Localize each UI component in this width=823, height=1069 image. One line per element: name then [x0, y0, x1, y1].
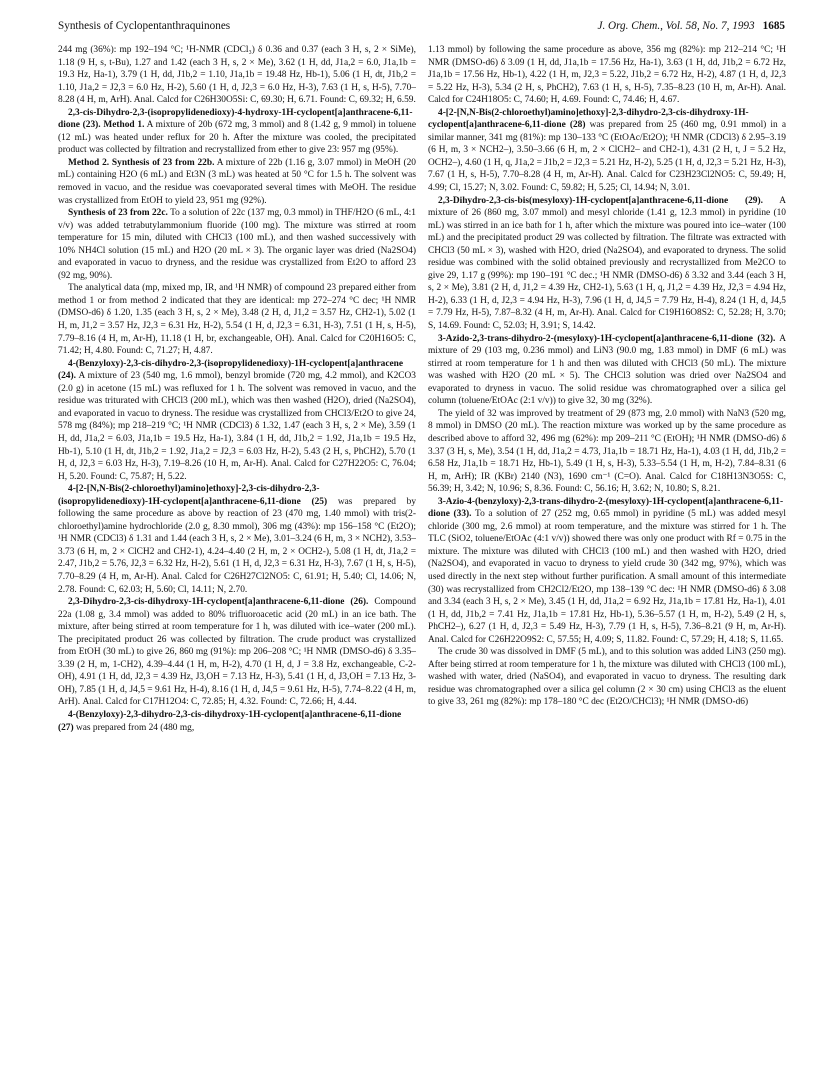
- paragraph: 2,3-cis-Dihydro-2,3-(isopropylidenedioxy)-4-hydroxy-1H-cyclopent[a]anthracene-6,11-dione (23). Method 1. A mixture of 20b (672 mg, 3 mmol) and 8 (1.42 g, 9 mmol) in toluene (12 mL) was heated under reflux for 20 h. After the mixture was cooled, the precipitated product was collected by filtration and recrystallized from ether to give 23: 957 mg (95%).: [58, 107, 416, 156]
- paragraph: 4-(Benzyloxy)-2,3-dihydro-2,3-cis-dihydroxy-1H-cyclopent[a]anthracene-6,11-dione (27) was prepared from 24 (480 mg,: [58, 709, 402, 733]
- paragraph: Method 2. Synthesis of 23 from 22b. A mixture of 22b (1.16 g, 3.07 mmol) in MeOH (20 mL) containing H2O (6 mL) and Et3N (3 mL) was heated at 50 °C for 1.5 h. The solvent was removed in vacuo, and the residue was coevaporated several times with MeOH. The residue was crystallized from EtOH to yield 23, 951 mg (92%).: [58, 157, 416, 206]
- running-header: [58, 20, 785, 38]
- paragraph: 3-Azio-4-(benzyloxy)-2,3-trans-dihydro-2-(mesyloxy)-1H-cyclopent[a]anthracene-6,11-dione (33). To a solution of 27 (252 mg, 0.65 mmol) in pyridine (5 mL) was added mesyl chloride (300 mg, 2.6 mmol) at room temperature, and the mixture was stirred for 1 h. The TLC (SiO2, toluene/EtOAc (4:1 v/v)) showed there was only one product with Rf = 0.75 in the mixture. The mixture was diluted with CHCl3 (100 mL) and then washed with H2O, dried (Na2SO4), and evaporated in vacuo to dryness to yield crude 30 (342 mg, 97%), which was used directly in the next step without further purification. A small amount of this intermediate (30) was recrystallized from CH2Cl2/Et2O, mp 138–139 °C dec: ¹H NMR (DMSO-d6) δ 3.08 and 3.34 (each 3 H, s, 2 × Me), 3.45 (1 H, dd, J1a,2 = 6.92 Hz, J1a,1b = 17.81 Hz, Ha-1), 4.01 (1 H, dd, J1b,2 = 7.41 Hz, J1a,1b = 17.81 Hz, Hb-1), 5.36–5.57 (1 H, m, H-2), 5.49 (2 H, s, PhCH2–), 6.27 (1 H, d, J2,3 = 5.49 Hz, H-3), 7.79 (1 H, s, H-5), 7.36–8.21 (9 H, m, Ar-H). Anal. Calcd for C26H22O9S2: C, 57.55; H, 4.09; S, 11.82. Found: C, 57.29; H, 4.18; S, 11.65.: [428, 496, 786, 645]
- paragraph: 4-[2-[N,N-Bis(2-chloroethyl)amino]ethoxy]-2,3-cis-dihydro-2,3-(isopropylidenedioxy)-1H-cyclopent[a]anthracene-6,11-dione (25) was prepared by following the same procedure as above by reaction of 23 (470 mg, 1.40 mmol) with tris(2-chloroethyl)amine hydrochloride (2.0 g, 8.30 mmol), 306 mg (43%): mp 156–158 °C (Et2O); ¹H NMR (CDCl3) δ 1.31 and 1.44 (each 3 H, s, 2 × Me), 3.01–3.24 (6 H, m, 3 × NCH2), 3.53–3.73 (6 H, m, 2 × ClCH2 and CH2-1), 4.24–4.40 (2 H, m, 2 × OCH2-), 5.08 (1 H, dt, J1a,2 = 2.47, J1b,2 = 5.76, J2,3 = 6.32 Hz, H-2), 5.61 (1 H, d, J2,3 = 6.31 Hz, H-3), 7.67 (1 H, s, H-5), 7.70–8.29 (4 H, m, Ar-H). Anal. Calcd for C26H27Cl2NO5: C, 61.91; H, 5.40; Cl, 14.06; N, 2.78. Found: C, 62.03; H, 5.60; Cl, 14.11; N, 2.70.: [58, 484, 416, 595]
- paragraph: 4-[2-[N,N-Bis(2-chloroethyl)amino]ethoxy]-2,3-dihydro-2,3-cis-dihydroxy-1H-cyclopent[a]anthracene-6,11-dione (28) was prepared from 25 (460 mg, 0.91 mmol) in a similar manner, 341 mg (81%): mp 130–133 °C (EtOAc/Et2O); ¹H NMR (CDCl3) δ 2.95–3.19 (6 H, m, 3 × NCH2–), 3.50–3.66 (6 H, m, 2 × ClCH2– and CH2-1), 4.31 (2 H, t, J = 5.2 Hz, OCH2–), 4.60 (1 H, q, J1a,2 = J1b,2 = J2,3 = 5.21 Hz, H-2), 5.25 (1 H, d, J2,3 = 5.21 Hz, H-3), 7.67 (1 H, s, H-5), 7.70–8.28 (4 H, m, Ar-H). Anal. Calcd for C23H23Cl2NO5: C, 59.49; H, 4.99; Cl, 15.27; N, 3.02. Found: C, 59.82; H, 5.25; Cl, 14.94; N, 3.01.: [428, 107, 786, 194]
- paragraph: 1.13 mmol) by following the same procedure as above, 356 mg (82%): mp 212–214 °C; ¹H NMR (DMSO-d6) δ 3.09 (1 H, dd, J1a,1b = 17.56 Hz, Ha-1), 3.63 (1 H, dd, J1b,2 = 6.72 Hz, J1a,1b = 17.56 Hz, Hb-1), 4.22 (1 H, m, J2,3 = 5.22, J1b,2 = 6.72 Hz, H-2), 4.87 (1 H, d, J2,3 = 5.22 Hz, H-3), 5.34 (2 H, s, PhCH2), 7.63 (1 H, s, H-5), 7.35–8.23 (10 H, m, Ar-H). Anal. Calcd for C24H18O5: C, 74.60; H, 4.69. Found: C, 74.46; H, 4.67.: [428, 45, 786, 106]
- paragraph: 2,3-Dihydro-2,3-cis-bis(mesyloxy)-1H-cyclopent[a]anthracene-6,11-dione (29). A mixture of 26 (860 mg, 3.07 mmol) and mesyl chloride (1.41 g, 12.3 mmol) in pyridine (10 mL) was stirred in an ice bath for 1 h, after which the mixture was poured into ice–water (100 mL) and the precipitated product 29 was collected by filtration. The filtrate was extracted with CHCl3 (50 mL × 3), washed with H2O, dried (Na2SO4), and evaporated to dryness. The solid residue was combined with the solid obtained previously and recrystallized from Me2CO to give 29, 1.17 g (99%): mp 190–191 °C dec.; ¹H NMR (DMSO-d6) δ 3.32 and 3.44 (each 3 H, s, 2 × Me), 3.81 (2 H, d, J1,2 = 4.39 Hz, CH2-1), 5.63 (1 H, q, J1,2 = 4.39 Hz, J2,3 = 4.94 Hz, H-2), 6.33 (1 H, d, J2,3 = 4.94 Hz, H-3), 7.96 (1 H, d, J4,5 = 7.79 Hz, H-4), 8.24 (1 H, d, J4,5 = 7.79 Hz, H-5), 7.87–8.32 (4 H, m, Ar-H). Anal. Calcd for C19H16O8S2: C, 52.28; H, 3.70; S, 14.69. Found: C, 52.03; H, 3.91; S, 14.42.: [428, 195, 786, 332]
- paragraph: The crude 30 was dissolved in DMF (5 mL), and to this solution was added LiN3 (250 mg). After being stirred at room temperature for 1 h, the mixture was diluted with CHCl3 (100 mL), washed with water, dried (NaSO4), and evaporated in vacuo to dryness. The resulting dark residue was chromatographed over a silica gel column (2 × 30 cm) using CHCl3 as the eluent to give 33, 261 mg (82%): mp 178–180 °C dec (Et2O/CHCl3); ¹H NMR (DMSO-d6): [428, 647, 786, 708]
- paragraph: 244 mg (36%): mp 192–194 °C; ¹H-NMR (CDCl₃) δ 0.36 and 0.37 (each 3 H, s, 2 × SiMe), 1.18 (9 H, s, t-Bu), 1.27 and 1.42 (each 3 H, s, 2 × Me), 3.62 (1 H, dd, J1a,2 = 6.0, J1a,1b = 19.3 Hz, Ha-1), 3.79 (1 H, dd, J1b,2 = 1.10, J1a,1b = 19.48 Hz, Hb-1), 5.06 (1 H, dt, J1b,2 = 1.10, J1a,2 = J2,3 = 6.0 Hz, H-2), 5.60 (1 H, d, J2,3 = 6.0 Hz, H-3), 7.63 (1 H, s, H-5), 7.70–8.28 (4 H, m, ArH). Anal. Calcd for C26H30O5Si: C, 69.30; H, 6.71. Found: C, 69.32; H, 6.59.: [58, 45, 416, 106]
- right-column: [428, 44, 786, 1062]
- paragraph: 2,3-Dihydro-2,3-cis-dihydroxy-1H-cyclopent[a]anthracene-6,11-dione (26). Compound 22a (1.08 g, 3.4 mmol) was added to 80% trifluoroacetic acid (20 mL) in an ice bath. The mixture, after being stirred at room temperature for 1 h, was diluted with ice–water (200 mL). The precipitated product 26 was collected by filtration. The crude product was crystallized from EtOH (30 mL) to give 26, 860 mg (91%): mp 206–208 °C; ¹H NMR (DMSO-d6) δ 3.35–3.39 (2 H, m, 1-CH2), 4.39–4.44 (1 H, m, H-2), 4.70 (1 H, d, J = 3.8 Hz, exchangeable, C-2-OH), 4.91 (1 H, dd, J2,3 = 4.39 Hz, J3,OH = 7.13 Hz, H-3), 5.41 (1 H, d, J3,OH = 7.13 Hz, 3-OH), 7.85 (1 H, d, J4,5 = 9.61 Hz, H-4), 8.16 (1 H, d, J4,5 = 9.61 Hz, H-5), 7.74–8.22 (4 H, m, ArH). Anal. Calcd for C17H12O4: C, 72.85; H, 4.32. Found: C, 72.66; H, 4.44.: [58, 597, 416, 708]
- paragraph: Synthesis of 23 from 22c. To a solution of 22c (137 mg, 0.3 mmol) in THF/H2O (6 mL, 4:1 v/v) was added tetrabutylammonium fluoride (100 mg). The mixture was stirred at room temperature for 15 min, diluted with CHCl3 (100 mL), and then washed successively with 10% NH4Cl solution (15 mL) and H2O (20 mL × 3). The organic layer was dried (Na2SO4) and evaporated in vacuo to dryness, and the residue was crystallized from Et2O to afford 23 (92 mg, 90%).: [58, 208, 416, 281]
- paragraph: The analytical data (mp, mixed mp, IR, and ¹H NMR) of compound 23 prepared either from method 1 or from method 2 indicated that they are identical: mp 272–274 °C dec; ¹H NMR (DMSO-d6) δ 1.20, 1.35 (each 3 H, s, 2 × Me), 3.48 (2 H, d, J1,2 = 3.57 Hz, CH2-1), 5.02 (1 H, m, J1,2 = 3.57 Hz, J2,3 = 6.31 Hz, H-2), 5.54 (1 H, d, J2,3 = 6.31, H-3), 7.51 (1 H, s, H-5), 7.79–8.16 (4 H, m, Ar-H), 11.18 (1 H, br, exchangeable, OH). Anal. Calcd for C20H16O5: C, 71.42; H, 4.80. Found: C, 71.27; H, 4.87.: [58, 283, 416, 357]
- paragraph: The yield of 32 was improved by treatment of 29 (873 mg, 2.0 mmol) with NaN3 (520 mg, 8 mmol) in DMSO (20 mL). The reaction mixture was worked up by the same procedure as described above to afford 32, 496 mg (62%): mp 209–211 °C (EtOH); ¹H NMR (DMSO-d6) δ 3.37 (3 H, s, Me), 3.54 (1 H, dd, J1a,2 = 4.73, J1a,1b = 18.71 Hz, Ha-1), 4.03 (1 H, dd, J1b,2 = 6.58 Hz, J1a,1b = 18.71 Hz, Hb-1), 5.49 (1 H, s, H-3), 5.33–5.54 (1 H, m, H-2), 7.84–8.31 (6 H, m, ArH); IR (KBr) 2140 (N3), 1690 cm⁻¹ (C=O). Anal. Calcd for C18H13N3O5S: C, 56.39; H, 3.42; N, 10.96; S, 8.36. Found: C, 56.16; H, 3.62; N, 10.80; S, 8.21.: [428, 408, 786, 495]
- journal-citation: J. Org. Chem., Vol. 58, No. 7, 1993: [597, 20, 755, 32]
- left-column: [58, 44, 416, 1062]
- paragraph: 4-(Benzyloxy)-2,3-cis-dihydro-2,3-(isopropylidenedioxy)-1H-cyclopent[a]anthracene (24). A mixture of 23 (540 mg, 1.6 mmol), benzyl bromide (720 mg, 4.2 mmol), and K2CO3 (2.0 g) in acetone (15 mL) was refluxed for 1 h. The solvent was removed in vacuo, and the residue was triturated with CHCl3 (200 mL), which was then washed (H2O), dried (Na2SO4), and evaporated in vacuo to dryness. The residue was crystallized from CHCl3/Et2O to give 24, 578 mg (84%); mp 218–219 °C; ¹H NMR (CDCl3) δ 1.32, 1.47 (each 3 H, s, 2 × Me), 3.59 (1 H, dd, J1a,2 = 6.03, J1a,1b = 19.5 Hz, Ha-1), 3.84 (1 H, dd, J1b,2 = 1.92, J1a,1b = 19.5 Hz, Hb-1), 5.10 (1 H, dt, J1b,2 = 1.92, J1a,2 = J2,3 = 6.03 Hz, H-2), 5.43 (2 H, s, PhCH2), 5.70 (1 H, d, J2,3 = 6.03 Hz, H-3), 7.19–8.26 (10 H, m, Ar-H). Anal. Calcd for C27H22O5: C, 76.04; H, 5.20. Found: C, 75.87; H, 5.22.: [58, 358, 416, 482]
- paragraph: 3-Azido-2,3-trans-dihydro-2-(mesyloxy)-1H-cyclopent[a]anthracene-6,11-dione (32). A mixture of 29 (103 mg, 0.236 mmol) and LiN3 (90.0 mg, 1.83 mmol) in DMF (6 mL) was stirred at room temperature for 1 h and then was diluted with CHCl3 (50 mL). The mixture was washed with H2O (20 mL × 5). The CHCl3 solution was dried over Na2SO4 and evaporated to dryness in vacuo. The solid residue was chromatographed over a silica gel column (toluene/EtOAc (2:1 v/v)) to give 32, 30 mg (32%).: [428, 333, 786, 407]
- running-title: Synthesis of Cyclopentanthraquinones: [58, 20, 231, 32]
- page-number: 1685: [762, 20, 785, 32]
